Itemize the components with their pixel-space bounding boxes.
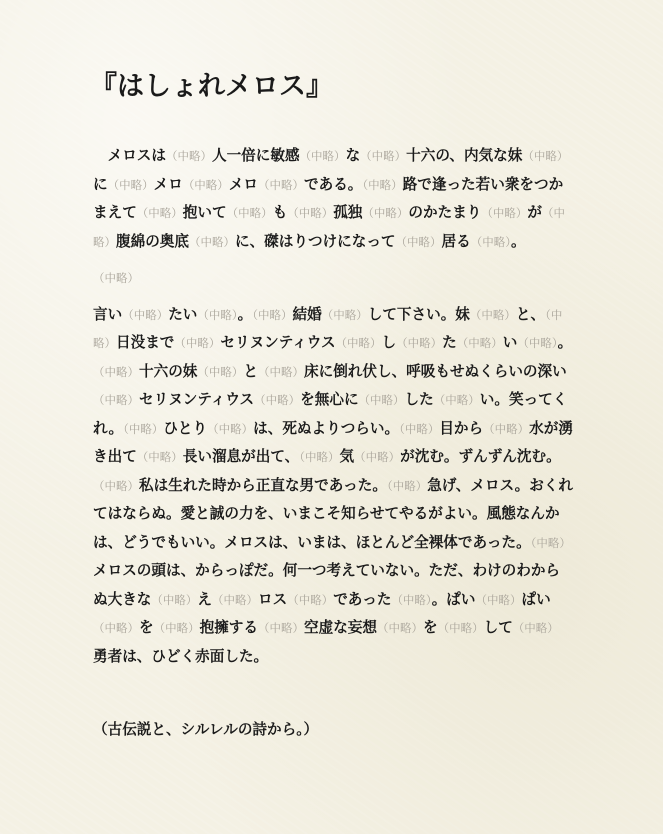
omission-marker: （中略）: [252, 307, 293, 322]
omission-marker: （中略）: [93, 621, 139, 635]
text-segment: 人一倍に敏感: [211, 147, 300, 164]
text-segment: 長い溜息が出て、: [182, 448, 300, 465]
omission-marker: （中略）: [512, 621, 559, 635]
omission-marker: （中略）: [456, 336, 503, 350]
text-segment: 結婚: [292, 305, 322, 323]
omission-marker: （中略）: [321, 307, 368, 322]
text-segment: 。ぱい: [431, 590, 476, 608]
text-segment: 十六の、内気な妹: [406, 147, 523, 164]
omission-marker: （中略）: [93, 393, 139, 407]
text-segment: が: [527, 204, 542, 221]
text-segment: した: [404, 391, 434, 408]
omission-marker: （中略）: [182, 177, 229, 192]
text-segment: 空虚な妄想: [304, 619, 377, 636]
omission-marker: （中略）: [136, 450, 183, 464]
omission-marker: （中略）: [354, 450, 401, 464]
omission-marker: （中略）: [174, 336, 221, 350]
omission-marker: （中略）: [197, 364, 244, 379]
omission-marker: （中略）: [481, 206, 528, 220]
omission-marker: （中略）: [475, 592, 522, 607]
omission-marker: （中略）: [136, 206, 183, 220]
omission-marker: （中略）: [386, 478, 428, 493]
omission-marker: （中略）: [391, 592, 432, 607]
omission-marker: （中略）: [258, 621, 304, 635]
omission-marker: （中略）: [299, 450, 340, 464]
text-segment: 水が湧き出て: [93, 419, 573, 465]
omission-marker: （中略）: [360, 149, 407, 163]
document-title: 『はしょれメロス』: [90, 71, 333, 102]
text-segment: 抱いて: [182, 204, 227, 221]
text-segment: 居る: [441, 232, 471, 250]
text-segment: と: [243, 362, 258, 380]
omission-marker: （中略）: [483, 421, 530, 436]
text-segment: い。笑ってくれ。: [93, 391, 568, 437]
omission-marker: （中略）: [107, 177, 154, 192]
omission-marker: （中略）: [93, 478, 139, 493]
text-segment: な: [345, 147, 361, 164]
omission-marker: （中略）: [287, 592, 334, 607]
text-segment: え: [197, 590, 212, 608]
text-segment: メロスは: [107, 147, 166, 164]
text-segment: 言い: [93, 305, 123, 323]
omission-marker: （中略）: [212, 592, 258, 607]
omission-marker: （中略）: [123, 421, 164, 436]
omission-marker: （中略）: [437, 621, 484, 635]
omission-marker: （中略）: [151, 592, 198, 607]
text-segment: ぱい: [521, 590, 551, 608]
omission-marker: （中略）: [93, 271, 139, 285]
omission-marker: （中略）: [396, 336, 443, 350]
text-segment: 日没まで: [116, 334, 175, 351]
omission-marker: （中略）: [93, 364, 139, 379]
text-segment: 路で逢った若い衆をつかまえて: [93, 175, 564, 221]
omission-marker: （中略）: [399, 421, 440, 436]
text-segment: ロス: [258, 590, 288, 608]
omission-marker: （中略）: [197, 307, 238, 322]
text-segment: メロ: [228, 175, 259, 193]
text-segment: 腹綿の奥底: [116, 232, 189, 250]
text-segment: であった: [333, 590, 392, 608]
text-segment: に、磔はりつけになって: [234, 232, 396, 250]
text-segment: のかたまり: [408, 204, 482, 221]
text-segment: を: [139, 619, 154, 636]
text-segment: た: [442, 334, 457, 351]
omission-marker: （中略）: [522, 149, 569, 163]
document-footer-citation: （古伝説と、シルレルの詩から。）: [93, 721, 319, 738]
text-segment: である。: [304, 175, 363, 193]
text-segment: たい: [168, 305, 198, 323]
omission-marker: （中略）: [299, 149, 346, 163]
text-segment: 床に倒れ伏し、呼吸もせぬくらいの深い: [304, 362, 567, 380]
omission-marker: （中略）: [188, 234, 235, 249]
text-segment: が沈む。ずんずん沈む。: [400, 448, 561, 465]
paragraph-3: [93, 301, 573, 672]
paragraph-1: [93, 142, 573, 256]
text-segment: 急げ、メロス。おくれてはならぬ。愛と誠の力を、いまこそ知らせてやるがよい。風態なんかは、どうでもいい。メロスは、いまは、ほとんど全裸体であった。: [93, 476, 573, 551]
omission-marker: （中略）: [165, 149, 212, 163]
omission-marker: （中略）: [153, 621, 200, 635]
text-segment: 気: [339, 448, 355, 465]
omission-marker: （中略）: [226, 206, 273, 220]
omission-marker: （中略）: [362, 206, 409, 220]
text-segment: 。: [557, 334, 573, 351]
text-segment: は、死ぬよりつらい。: [253, 419, 400, 437]
paragraph-2-omission: [93, 264, 573, 293]
text-segment: ひとり: [163, 419, 208, 437]
text-segment: 。: [237, 305, 253, 323]
text-segment: メロスの頭は、からっぽだ。何一つ考えていない。ただ、わけのわからぬ大きな: [93, 562, 561, 608]
text-segment: 十六の妹: [139, 362, 198, 380]
text-segment: 。: [510, 232, 526, 250]
text-segment: して下さい。妹: [367, 305, 470, 323]
omission-marker: （中略）: [362, 177, 403, 192]
text-segment: と、: [515, 305, 546, 323]
text-segment: 孤独: [333, 204, 363, 221]
omission-marker: （中略）: [207, 421, 254, 436]
omission-marker: （中略）: [433, 393, 480, 407]
omission-marker: （中略）: [287, 206, 334, 220]
text-segment: を: [422, 619, 438, 636]
document-body: [93, 142, 573, 671]
omission-marker: （中略）: [358, 393, 405, 407]
omission-marker: （中略）: [258, 364, 304, 379]
text-segment: に: [93, 175, 108, 193]
text-segment: して: [483, 619, 513, 636]
omission-marker: （中略）: [469, 307, 516, 322]
text-segment: メロ: [153, 175, 183, 193]
text-segment: 私は生れた時から正直な男であった。: [139, 476, 387, 494]
omission-marker: （中略）: [254, 393, 301, 407]
omission-marker: （中略）: [395, 234, 442, 249]
omission-marker: （中略）: [376, 621, 423, 635]
omission-marker: （中略）: [517, 336, 558, 350]
text-segment: も: [272, 204, 288, 221]
text-segment: 目から: [439, 419, 484, 437]
text-segment: セリヌンティウス: [220, 334, 336, 351]
text-segment: 勇者は、ひどく赤面した。: [93, 647, 269, 665]
omission-marker: （中略）: [470, 234, 511, 249]
omission-marker: （中略）: [258, 177, 305, 192]
text-segment: し: [381, 334, 397, 351]
omission-marker: （中略）: [93, 307, 563, 350]
text-segment: 抱擁する: [199, 619, 258, 636]
text-segment: を無心に: [300, 391, 359, 408]
omission-marker: （中略）: [122, 307, 169, 322]
text-segment: い: [502, 334, 518, 351]
omission-marker: （中略）: [335, 336, 382, 350]
text-segment: セリヌンティウス: [139, 391, 255, 408]
omission-marker: （中略）: [530, 535, 571, 550]
omission-marker: （中略）: [93, 206, 565, 249]
